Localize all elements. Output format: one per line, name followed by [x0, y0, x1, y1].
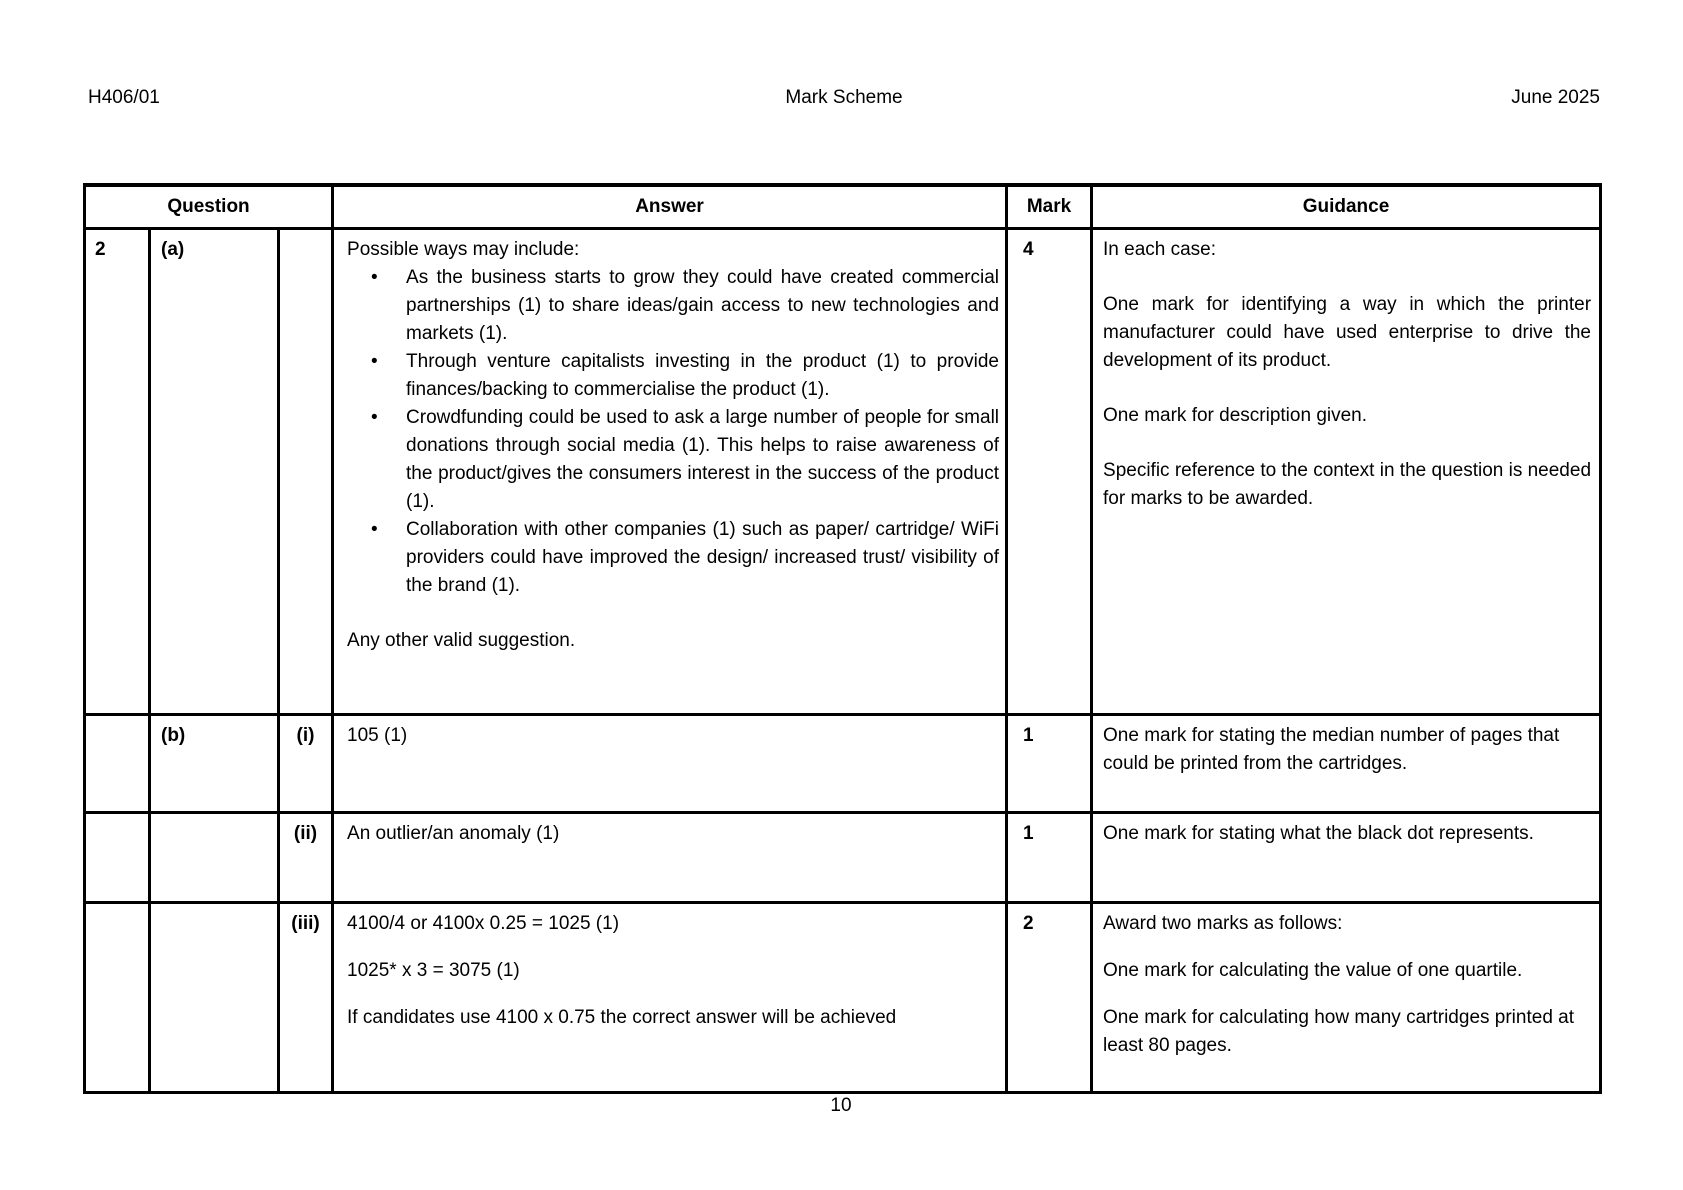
guidance-paragraph: One mark for stating what the black dot represents. [1103, 823, 1534, 844]
answer-bullet-text: As the business starts to grow they could have created commercial partnerships (1) to share ideas/gain access to new technologies and markets (1). [406, 267, 1000, 344]
answer-bullet [371, 404, 999, 516]
answer-line: 105 (1) [347, 725, 408, 746]
question-number [85, 715, 150, 813]
mark-column-header: Mark [1007, 185, 1092, 229]
answer-bullet [371, 264, 999, 348]
guidance-paragraph: One mark for calculating how many cartridges printed at least 80 pages. [1103, 1007, 1575, 1056]
table-row-2bii [85, 813, 1601, 903]
bullet-icon [371, 348, 406, 404]
question-column-header: Question [85, 185, 333, 229]
answer-bullet-list [347, 264, 999, 600]
table-row-2biii [85, 903, 1601, 1093]
guidance-cell [1092, 813, 1601, 903]
answer-cell [333, 229, 1007, 715]
answer-cell [333, 715, 1007, 813]
question-subpart: (ii) [279, 813, 333, 903]
question-number [85, 813, 150, 903]
question-subpart: (iii) [279, 903, 333, 1093]
answer-bullet [371, 348, 999, 404]
guidance-paragraph: One mark for calculating the value of one quartile. [1103, 960, 1523, 981]
question-subpart: (i) [279, 715, 333, 813]
guidance-paragraph: Award two marks as follows: [1103, 913, 1343, 934]
table-row-2bi [85, 715, 1601, 813]
answer-bullet-text: Through venture capitalists investing in the product (1) to provide finances/backing to commercialise the product (1). [406, 351, 1000, 400]
guidance-paragraph: One mark for description given. [1103, 405, 1368, 426]
guidance-cell [1092, 715, 1601, 813]
page-header [88, 84, 1600, 112]
mark-cell: 2 [1007, 903, 1092, 1093]
answer-intro: Possible ways may include: [347, 239, 580, 260]
mark-cell: 1 [1007, 715, 1092, 813]
answer-line: If candidates use 4100 x 0.75 the correct answer will be achieved [347, 1007, 897, 1028]
answer-outro: Any other valid suggestion. [347, 630, 576, 651]
table-header-row [85, 185, 1601, 229]
question-subpart [279, 229, 333, 715]
page-number: 10 [830, 1095, 852, 1116]
question-part: (a) [150, 229, 279, 715]
question-number: 2 [85, 229, 150, 715]
document-title: Mark Scheme [785, 87, 903, 108]
answer-cell [333, 813, 1007, 903]
guidance-paragraph: One mark for identifying a way in which the printer manufacturer could have used enterprise to drive the development of its product. [1103, 294, 1592, 371]
table-row-2a [85, 229, 1601, 715]
answer-bullet-text: Collaboration with other companies (1) such as paper/ cartridge/ WiFi providers could have improved the design/ increased trust/ visibility of the brand (1). [406, 519, 1000, 596]
guidance-paragraph: In each case: [1103, 239, 1217, 260]
exam-date: June 2025 [1511, 87, 1600, 108]
answer-bullet [371, 516, 999, 600]
guidance-cell [1092, 229, 1601, 715]
question-part [150, 903, 279, 1093]
bullet-icon [371, 264, 406, 348]
guidance-paragraph: Specific reference to the context in the question is needed for marks to be awarded. [1103, 460, 1592, 509]
bullet-icon [371, 516, 406, 600]
question-part [150, 813, 279, 903]
answer-line: 1025* x 3 = 3075 (1) [347, 960, 520, 981]
question-number [85, 903, 150, 1093]
answer-cell [333, 903, 1007, 1093]
answer-bullet-text: Crowdfunding could be used to ask a large number of people for small donations through social media (1). This helps to raise awareness of the product/gives the consumers interest in the success of the product (1). [406, 407, 1000, 512]
bullet-icon [371, 404, 406, 516]
guidance-cell [1092, 903, 1601, 1093]
answer-column-header: Answer [333, 185, 1007, 229]
answer-line: An outlier/an anomaly (1) [347, 823, 560, 844]
exam-code: H406/01 [88, 87, 160, 108]
question-part: (b) [150, 715, 279, 813]
mark-cell: 1 [1007, 813, 1092, 903]
page-footer [83, 1092, 1599, 1120]
guidance-paragraph: One mark for stating the median number of pages that could be printed from the cartridges. [1103, 725, 1560, 774]
mark-cell: 4 [1007, 229, 1092, 715]
guidance-column-header: Guidance [1092, 185, 1601, 229]
mark-scheme-table [83, 183, 1602, 1094]
answer-line: 4100/4 or 4100x 0.25 = 1025 (1) [347, 913, 620, 934]
